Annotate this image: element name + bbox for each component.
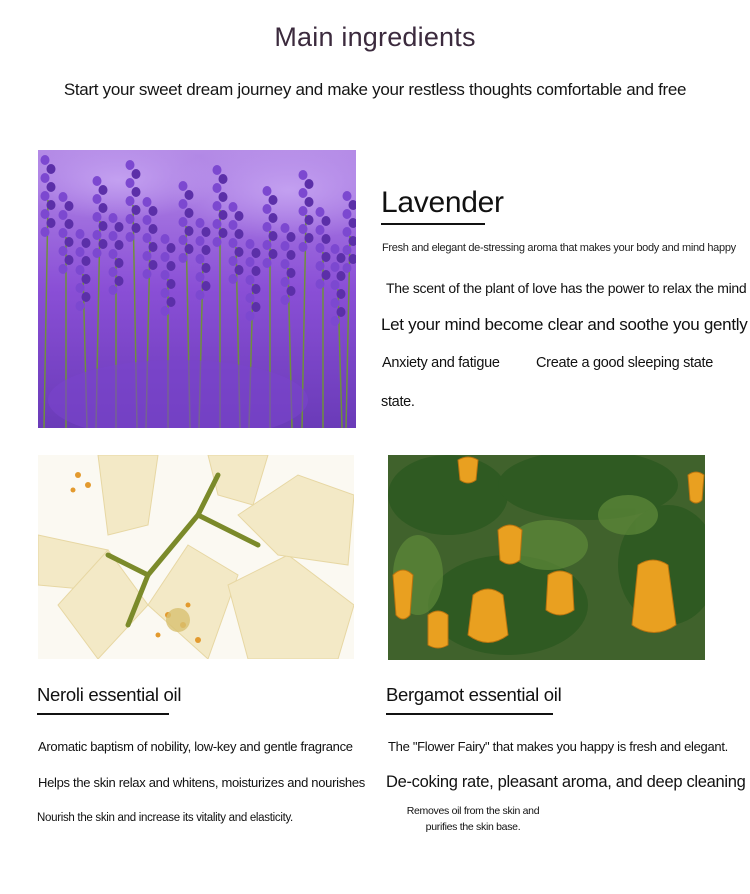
lavender-image [38,150,356,428]
neroli-text-3: Nourish the skin and increase its vitality and elasticity. [37,812,293,824]
bergamot-image [388,455,705,660]
neroli-image [38,455,354,659]
neroli-text-2: Helps the skin relax and whitens, moisturizes and nourishes [38,775,365,790]
bergamot-text-3a: Removes oil from the skin and [406,805,540,817]
lavender-text-2: The scent of the plant of love has the power to relax the mind [386,280,747,296]
lavender-underline [381,223,485,225]
lavender-text-4a: Anxiety and fatigue [382,355,500,371]
lavender-text-3: Let your mind become clear and soothe you gently [381,315,748,334]
bergamot-text-3 [388,803,558,835]
bergamot-text-2: De-coking rate, pleasant aroma, and deep cleaning [386,773,746,791]
lavender-heading: Lavender [381,186,504,219]
page-title: Main ingredients [274,22,476,52]
page-subtitle: Start your sweet dream journey and make your restless thoughts comfortable and free [63,80,687,99]
lavender-text-5: state. [381,394,415,410]
neroli-heading: Neroli essential oil [37,684,182,705]
neroli-text-1: Aromatic baptism of nobility, low-key and gentle fragrance [38,739,353,754]
bergamot-underline [386,713,553,715]
lavender-text-4b: Create a good sleeping state [536,355,714,371]
lavender-text-1: Fresh and elegant de-stressing aroma that makes your body and mind happy [382,242,736,254]
neroli-underline [37,713,169,715]
bergamot-heading: Bergamot essential oil [386,684,562,705]
bergamot-text-3b: purifies the skin base. [425,821,521,833]
bergamot-text-1: The "Flower Fairy" that makes you happy is fresh and elegant. [388,739,728,754]
